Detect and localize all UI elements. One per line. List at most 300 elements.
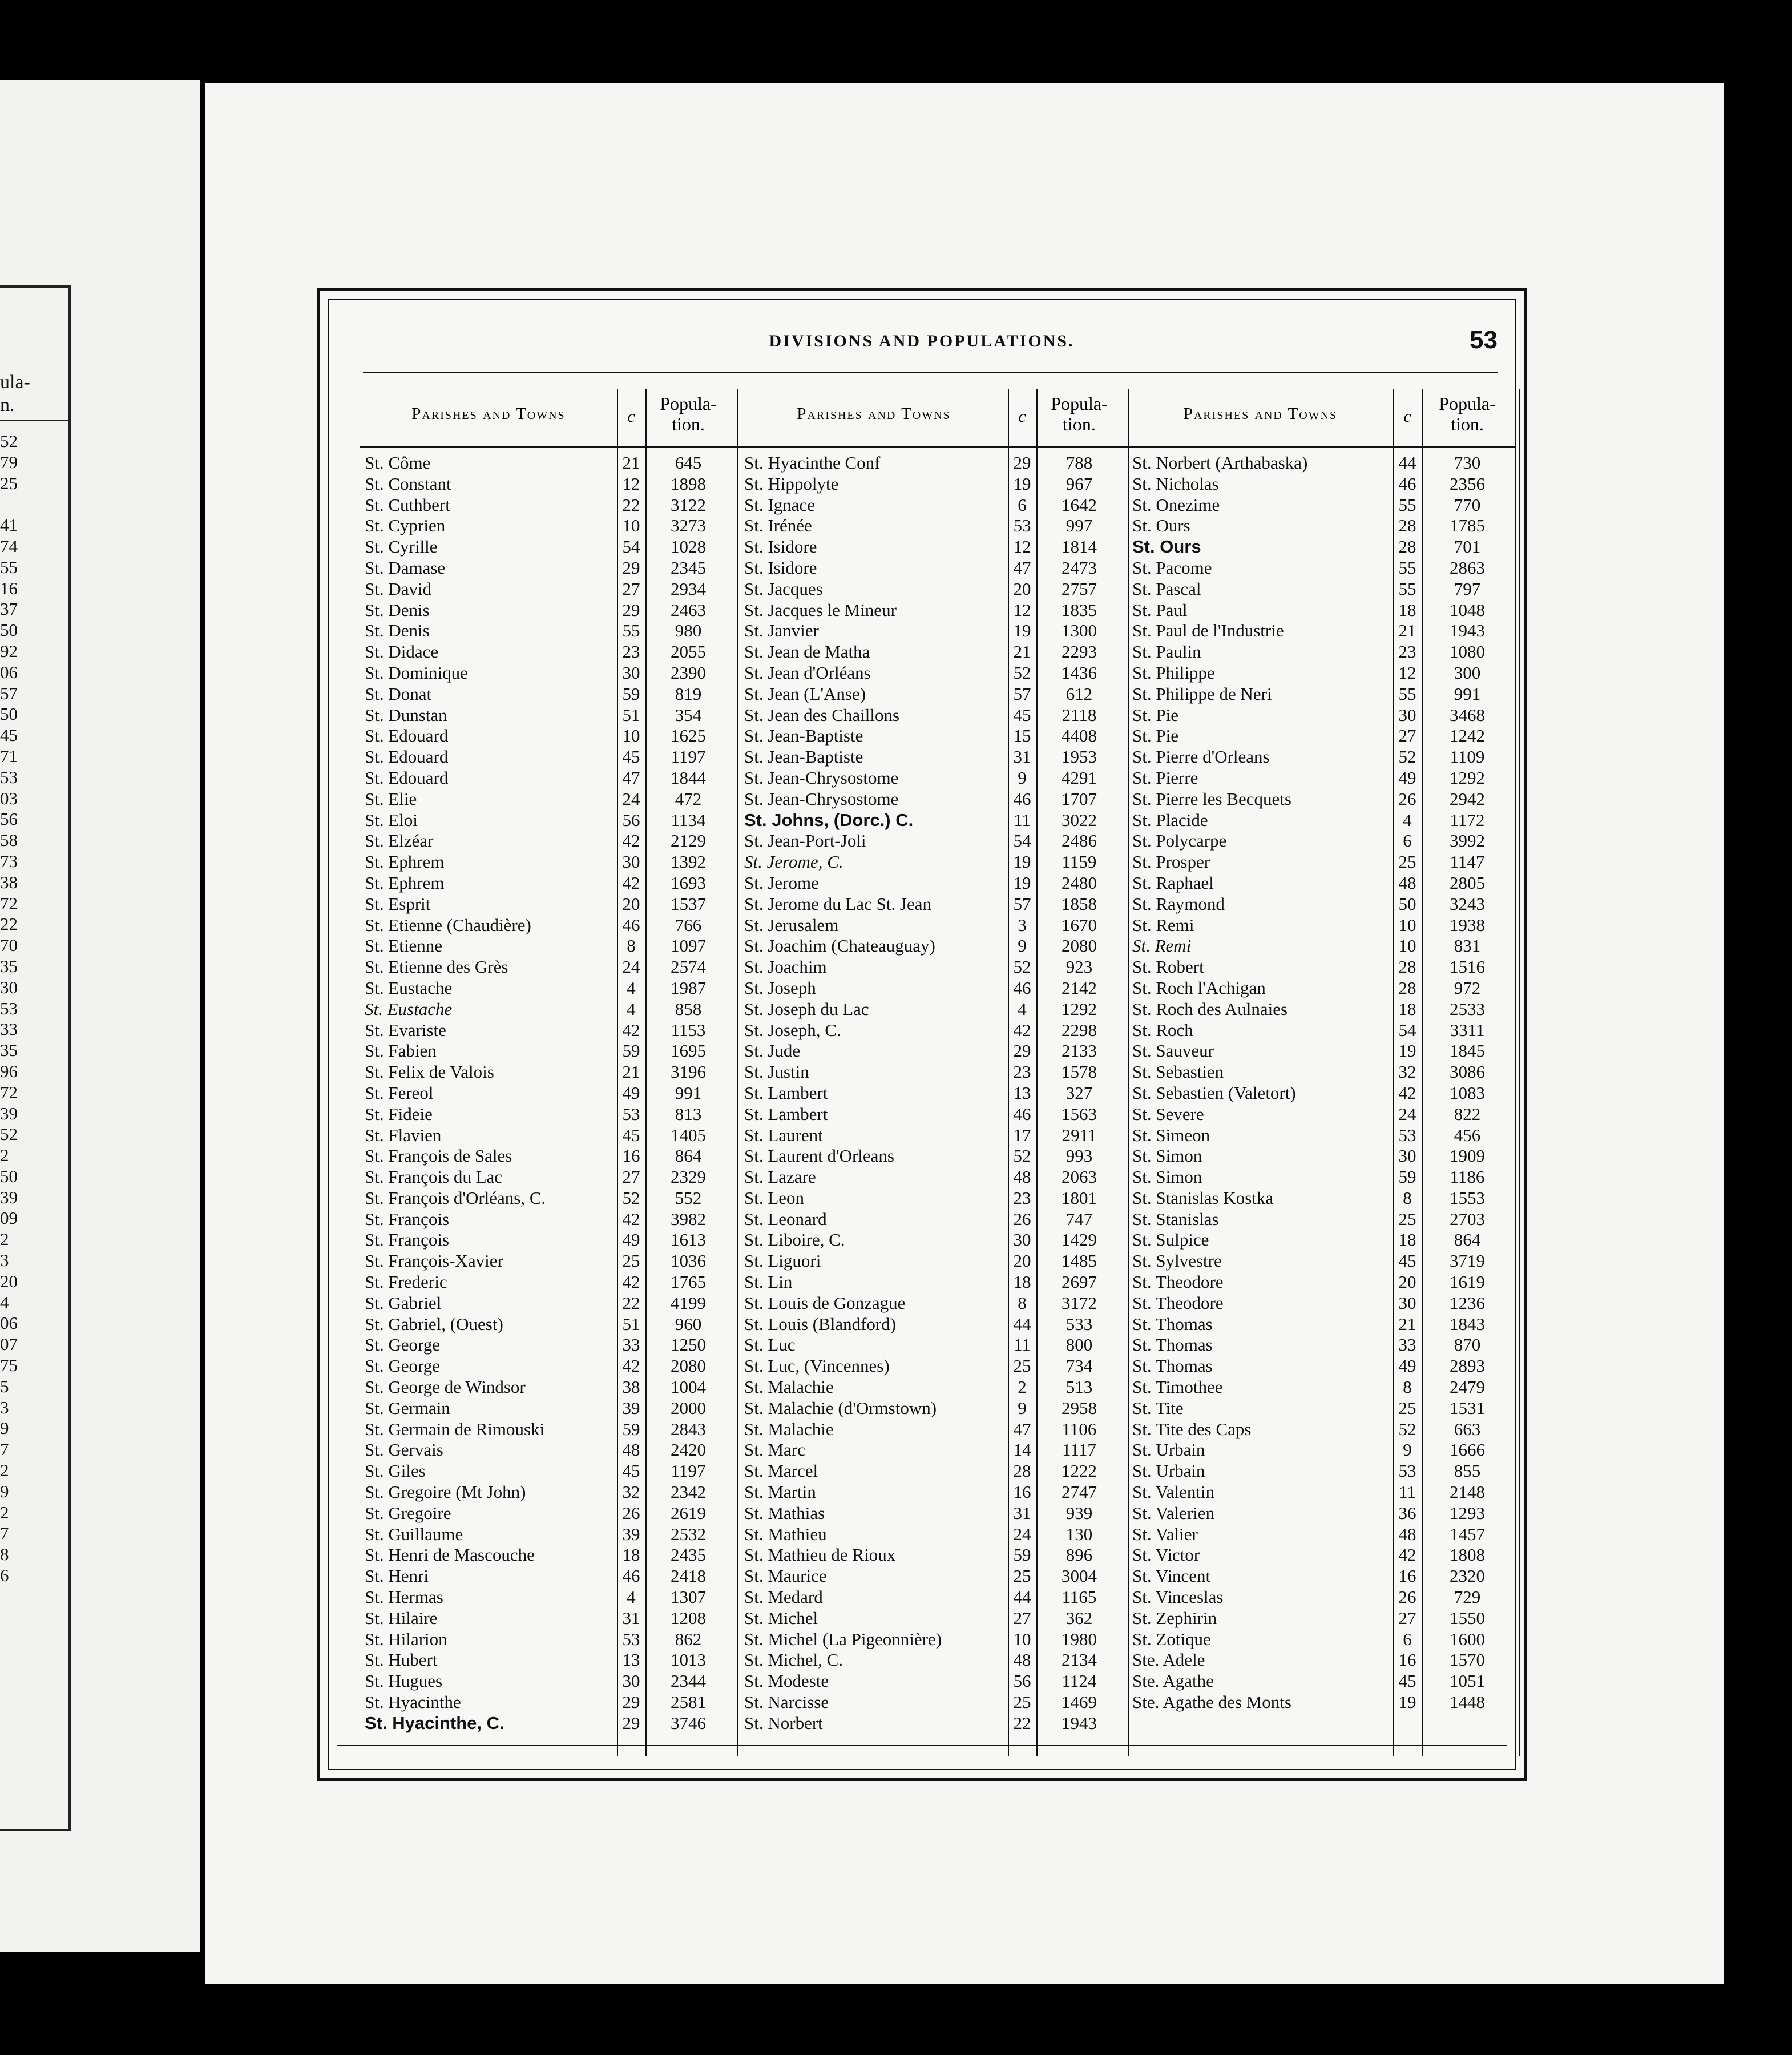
county-number: 12	[1013, 599, 1031, 620]
county-number: 18	[622, 1545, 640, 1565]
county-number: 28	[1398, 977, 1416, 998]
parish-name: St. Etienne des Grès	[365, 957, 508, 977]
parish-name: St. Paulin	[1132, 642, 1201, 662]
facing-header-line: n.	[0, 394, 15, 416]
parish-name: St. Justin	[744, 1062, 809, 1082]
population-value: 1292	[1450, 767, 1485, 788]
table-row	[1128, 1524, 1516, 1545]
parish-name: St. Mathias	[744, 1502, 825, 1523]
population-value: 300	[1454, 662, 1481, 683]
parish-name: St. Urbain	[1132, 1461, 1205, 1481]
population-value: 2533	[1450, 998, 1485, 1019]
parish-name: St. Hugues	[365, 1671, 443, 1691]
table-column-1	[360, 389, 740, 1756]
parish-name: St. Donat	[365, 683, 432, 704]
county-number: 18	[1013, 1272, 1031, 1292]
running-head: DIVISIONS AND POPULATIONS.	[769, 332, 1075, 350]
table-row	[1128, 1251, 1516, 1272]
population-value: 1938	[1450, 914, 1485, 935]
population-value: 2843	[671, 1419, 706, 1439]
table-row	[360, 1146, 740, 1167]
table-row	[360, 1293, 740, 1314]
parish-name: St. Thomas	[1132, 1356, 1213, 1376]
population-value: 1553	[1450, 1187, 1485, 1208]
county-number: 28	[1013, 1461, 1031, 1481]
parish-name: St. Modeste	[744, 1671, 829, 1691]
table-row	[1128, 915, 1516, 936]
county-number: 4	[1403, 809, 1412, 830]
parish-name: St. Isidore	[744, 557, 817, 578]
parish-name: St. Michel, C.	[744, 1650, 843, 1670]
parish-name: St. Pascal	[1132, 578, 1201, 599]
parish-name: St. Giles	[365, 1461, 426, 1481]
county-number: 18	[1398, 1230, 1416, 1250]
population-value: 2911	[1062, 1125, 1097, 1145]
county-number: 9	[1018, 936, 1027, 956]
county-number: 44	[1013, 1313, 1031, 1334]
parish-name: St. Edouard	[365, 726, 449, 746]
facing-population-fragment: 55	[0, 557, 18, 577]
parish-name: St. Esprit	[365, 893, 431, 914]
table-row	[360, 1020, 740, 1041]
parish-name: St. Isidore	[744, 537, 817, 557]
parish-name: St. Remi	[1132, 936, 1192, 956]
population-value: 2574	[671, 957, 706, 977]
parish-name: St. Urbain	[1132, 1440, 1205, 1460]
table-row	[740, 1503, 1128, 1524]
table-row	[740, 726, 1128, 747]
population-value: 2581	[671, 1692, 706, 1712]
population-value: 1134	[671, 809, 706, 830]
population-value: 2934	[671, 578, 706, 599]
population-value: 2480	[1062, 872, 1097, 893]
parish-name: St. Jerome du Lac St. Jean	[744, 893, 932, 914]
county-number: 48	[622, 1440, 640, 1460]
population-value: 1036	[671, 1251, 706, 1271]
table-row	[740, 1566, 1128, 1587]
parish-name: St. Jean-Baptiste	[744, 747, 863, 767]
parish-name: St. Ephrem	[365, 872, 445, 893]
table-row	[360, 1251, 740, 1272]
header-c: c	[1403, 407, 1411, 426]
table-row	[740, 873, 1128, 894]
county-number: 29	[622, 557, 640, 578]
table-row	[740, 537, 1128, 558]
parish-name: St. Lambert	[744, 1103, 828, 1124]
parish-name: St. Paul de l'Industrie	[1132, 620, 1284, 641]
parish-name: St. Sebastien	[1132, 1062, 1224, 1082]
population-value: 788	[1065, 453, 1093, 473]
county-number: 33	[622, 1335, 640, 1355]
county-number: 23	[622, 642, 640, 662]
parish-name: St. Ignace	[744, 494, 815, 515]
county-number: 13	[622, 1650, 640, 1670]
population-value: 533	[1065, 1313, 1093, 1334]
table-row	[740, 747, 1128, 768]
county-number: 30	[622, 852, 640, 872]
column-header	[360, 389, 740, 448]
population-value: 1242	[1450, 726, 1485, 746]
table-row	[360, 789, 740, 810]
county-number: 45	[622, 1125, 640, 1145]
table-row	[360, 1335, 740, 1356]
county-number: 42	[622, 1272, 640, 1292]
parish-name: St. Gabriel, (Ouest)	[365, 1313, 503, 1334]
county-number: 25	[1013, 1692, 1031, 1712]
facing-population-fragment: 30	[0, 977, 18, 997]
facing-population-fragment: 9	[0, 1418, 9, 1438]
population-value: 2148	[1450, 1482, 1485, 1502]
facing-population-fragment: 38	[0, 872, 18, 892]
county-number: 16	[1398, 1650, 1416, 1670]
population-value: 1222	[1062, 1461, 1097, 1481]
table-row	[360, 747, 740, 768]
column-header	[1128, 389, 1516, 448]
facing-page-population-fragments	[0, 431, 18, 1586]
parish-name: St. George	[365, 1335, 441, 1355]
county-number: 47	[1013, 557, 1031, 578]
table-row	[360, 1125, 740, 1146]
facing-population-fragment: 06	[0, 1313, 18, 1333]
table-row	[740, 957, 1128, 978]
table-row	[360, 1041, 740, 1062]
county-number: 23	[1013, 1187, 1031, 1208]
table-column-3	[1128, 389, 1516, 1756]
county-number: 10	[1398, 936, 1416, 956]
county-number: 55	[1398, 557, 1416, 578]
county-number: 25	[1013, 1566, 1031, 1586]
county-number: 30	[622, 1671, 640, 1691]
parish-name: St. Prosper	[1132, 852, 1210, 872]
county-number: 42	[622, 1020, 640, 1040]
county-number: 21	[1398, 1313, 1416, 1334]
parish-name: St. Hilarion	[365, 1629, 447, 1649]
population-value: 1048	[1450, 599, 1485, 620]
facing-page-fragment	[0, 80, 200, 1952]
population-value: 3004	[1062, 1566, 1097, 1586]
table-row	[740, 684, 1128, 705]
parish-name: St. Pie	[1132, 704, 1178, 725]
county-number: 29	[1013, 1041, 1031, 1061]
facing-population-fragment: 58	[0, 830, 18, 851]
table-row	[1128, 1587, 1516, 1608]
table-row	[360, 642, 740, 663]
population-value: 1153	[671, 1020, 706, 1040]
county-number: 49	[1398, 1356, 1416, 1376]
parish-name: St. Joseph, C.	[744, 1020, 841, 1040]
county-number: 38	[622, 1377, 640, 1397]
facing-population-fragment: 39	[0, 1187, 18, 1207]
county-number: 4	[627, 977, 636, 998]
population-value: 4199	[671, 1292, 706, 1313]
header-population: Popula- tion.	[660, 393, 717, 434]
parish-name: St. Fereol	[365, 1082, 434, 1103]
population-value: 2942	[1450, 788, 1485, 809]
table-row	[740, 1671, 1128, 1692]
facing-population-fragment: 35	[0, 956, 18, 976]
table-row	[740, 1482, 1128, 1503]
parish-name: St. François du Lac	[365, 1167, 503, 1187]
county-number: 42	[1398, 1545, 1416, 1565]
county-number: 9	[1018, 767, 1027, 788]
table-row	[1128, 642, 1516, 663]
county-number: 16	[1013, 1482, 1031, 1502]
county-number: 4	[1018, 998, 1027, 1019]
county-number: 57	[1013, 893, 1031, 914]
population-value: 3719	[1450, 1251, 1485, 1271]
population-value: 1457	[1450, 1524, 1485, 1544]
table-row	[1128, 495, 1516, 516]
parish-name: St. Leonard	[744, 1208, 827, 1229]
parish-name: St. Tite	[1132, 1397, 1184, 1418]
facing-population-fragment: 03	[0, 788, 18, 808]
population-value: 2619	[671, 1502, 706, 1523]
facing-population-fragment: 74	[0, 535, 18, 556]
county-number: 44	[1013, 1587, 1031, 1607]
population-value: 1563	[1062, 1103, 1097, 1124]
population-value: 2958	[1062, 1397, 1097, 1418]
population-value: 1987	[671, 977, 706, 998]
table-row	[360, 1482, 740, 1503]
county-number: 27	[622, 1167, 640, 1187]
facing-population-fragment: 75	[0, 1355, 18, 1376]
population-value: 4408	[1062, 726, 1097, 746]
table-row	[360, 852, 740, 873]
parish-name: St. Fideie	[365, 1103, 433, 1124]
parish-name: St. Luc	[744, 1335, 796, 1355]
parish-name: St. David	[365, 578, 432, 599]
population-value: 991	[1454, 683, 1481, 704]
parish-name: St. Irénée	[744, 515, 812, 536]
parish-name: St. Simeon	[1132, 1125, 1210, 1145]
population-value: 1765	[671, 1272, 706, 1292]
table-row	[740, 1188, 1128, 1209]
parish-name: St. Lambert	[744, 1082, 828, 1103]
parish-name: St. George	[365, 1356, 441, 1376]
facing-page-rule	[0, 420, 68, 421]
table-row	[740, 1692, 1128, 1713]
table-row	[1128, 663, 1516, 684]
population-value: 1197	[671, 747, 706, 767]
parish-name: St. Guillaume	[365, 1524, 463, 1544]
population-value: 1307	[671, 1587, 706, 1607]
county-number: 21	[622, 453, 640, 473]
parish-name: St. Placide	[1132, 809, 1208, 830]
county-number: 6	[1403, 1629, 1412, 1649]
county-number: 28	[1398, 957, 1416, 977]
facing-population-fragment: 9	[0, 1481, 9, 1501]
header-population: Popula- tion.	[1439, 393, 1496, 434]
population-value: 1693	[671, 872, 706, 893]
population-value: 2420	[671, 1440, 706, 1460]
population-value: 1197	[671, 1461, 706, 1481]
facing-population-fragment: 3	[0, 1250, 9, 1271]
population-value: 2293	[1062, 642, 1097, 662]
county-number: 18	[1398, 599, 1416, 620]
population-value: 3122	[671, 494, 706, 515]
population-value: 972	[1454, 977, 1481, 998]
parish-name: St. Valerien	[1132, 1502, 1215, 1523]
county-number: 25	[1013, 1356, 1031, 1376]
population-value: 1516	[1450, 957, 1485, 977]
table-row	[360, 1650, 740, 1671]
county-number: 19	[1013, 872, 1031, 893]
header-population: Popula- tion.	[1051, 393, 1108, 434]
table-row	[360, 684, 740, 705]
population-value: 1448	[1450, 1692, 1485, 1712]
facing-population-fragment: 79	[0, 452, 18, 472]
population-value: 1469	[1062, 1692, 1097, 1712]
table-row	[360, 1062, 740, 1083]
population-value: 2134	[1062, 1650, 1097, 1670]
county-number: 45	[1398, 1671, 1416, 1691]
county-number: 25	[1398, 1208, 1416, 1229]
county-number: 42	[622, 872, 640, 893]
table-row	[1128, 1125, 1516, 1146]
table-row	[1128, 558, 1516, 579]
table-row	[1128, 768, 1516, 789]
county-number: 48	[1013, 1167, 1031, 1187]
parish-name: St. Felix de Valois	[365, 1062, 494, 1082]
county-number: 8	[1403, 1187, 1412, 1208]
parish-name: St. Flavien	[365, 1125, 442, 1145]
population-value: 1843	[1450, 1313, 1485, 1334]
population-value: 1625	[671, 726, 706, 746]
parish-name: St. Sauveur	[1132, 1041, 1214, 1061]
population-value: 1124	[1062, 1671, 1097, 1691]
population-value: 991	[675, 1082, 702, 1103]
population-value: 2757	[1062, 578, 1097, 599]
county-number: 52	[1013, 1146, 1031, 1166]
county-number: 42	[1013, 1020, 1031, 1040]
parish-name: St. Lazare	[744, 1167, 816, 1187]
parish-name: St. Joseph du Lac	[744, 998, 869, 1019]
county-number: 16	[622, 1146, 640, 1166]
table-row	[360, 1545, 740, 1566]
county-number: 31	[1013, 1502, 1031, 1523]
parish-name: Ste. Agathe des Monts	[1132, 1692, 1291, 1712]
population-value: 2342	[671, 1482, 706, 1502]
population-value: 1429	[1062, 1230, 1097, 1250]
county-number: 9	[1018, 1397, 1027, 1418]
facing-header-line: ula-	[0, 372, 30, 393]
table-row	[1128, 1083, 1516, 1104]
table-row	[360, 1692, 740, 1713]
county-number: 32	[622, 1482, 640, 1502]
table-row	[360, 1671, 740, 1692]
parish-name: St. François de Sales	[365, 1146, 512, 1166]
county-number: 39	[622, 1397, 640, 1418]
population-value: 2080	[671, 1356, 706, 1376]
county-number: 10	[622, 726, 640, 746]
population-value: 1666	[1450, 1440, 1485, 1460]
table-row	[740, 1440, 1128, 1461]
county-number: 24	[1398, 1103, 1416, 1124]
population-value: 1250	[671, 1335, 706, 1355]
county-number: 54	[1013, 831, 1031, 851]
population-value: 2345	[671, 557, 706, 578]
population-value: 813	[675, 1103, 702, 1124]
facing-population-fragment: 2	[0, 1145, 9, 1166]
table-row	[740, 1083, 1128, 1104]
table-row	[1128, 1293, 1516, 1314]
facing-population-fragment	[0, 494, 18, 515]
population-value: 362	[1065, 1607, 1093, 1628]
county-number: 48	[1398, 1524, 1416, 1544]
table-row	[360, 495, 740, 516]
facing-population-fragment: 41	[0, 515, 18, 535]
table-row	[360, 726, 740, 747]
population-value: 858	[675, 998, 702, 1019]
header-parishes-and-towns: Parishes and Towns	[1183, 405, 1338, 423]
table-row	[1128, 831, 1516, 852]
population-value: 1004	[671, 1377, 706, 1397]
parish-name: St. Jean (L'Anse)	[744, 683, 866, 704]
county-number: 26	[1398, 788, 1416, 809]
county-number: 56	[622, 809, 640, 830]
county-number: 48	[1013, 1650, 1031, 1670]
facing-population-fragment: 4	[0, 1292, 9, 1312]
population-value: 2747	[1062, 1482, 1097, 1502]
population-value: 797	[1454, 578, 1481, 599]
table-row	[360, 1629, 740, 1650]
parish-name: St. Stanislas	[1132, 1208, 1219, 1229]
population-value: 1292	[1062, 998, 1097, 1019]
county-number: 23	[1398, 642, 1416, 662]
table-row	[1128, 873, 1516, 894]
facing-population-fragment: 22	[0, 914, 18, 934]
population-value: 939	[1065, 1502, 1093, 1523]
population-value: 819	[675, 683, 702, 704]
population-value: 1147	[1450, 852, 1485, 872]
parish-name: St. Dunstan	[365, 704, 447, 725]
population-value: 1898	[671, 473, 706, 494]
population-value: 1106	[1062, 1419, 1097, 1439]
county-number: 4	[627, 998, 636, 1019]
county-number: 47	[622, 767, 640, 788]
population-value: 766	[675, 914, 702, 935]
table-row	[740, 600, 1128, 621]
parish-name: St. Hilaire	[365, 1607, 438, 1628]
county-number: 9	[1403, 1440, 1412, 1460]
table-row	[360, 1104, 740, 1125]
county-number: 55	[622, 620, 640, 641]
parish-name: St. Simon	[1132, 1167, 1202, 1187]
table-row	[1128, 620, 1516, 642]
population-value: 2893	[1450, 1356, 1485, 1376]
county-number: 54	[622, 537, 640, 557]
county-number: 46	[1398, 473, 1416, 494]
county-number: 51	[622, 704, 640, 725]
county-number: 29	[622, 1712, 640, 1733]
table-row	[360, 1608, 740, 1629]
table-row	[740, 1251, 1128, 1272]
parish-name: St. Pierre d'Orleans	[1132, 747, 1270, 767]
table-row	[360, 1314, 740, 1335]
population-value: 2142	[1062, 977, 1097, 998]
parish-name: St. François	[365, 1208, 450, 1229]
table-row	[360, 558, 740, 579]
table-row	[740, 1146, 1128, 1167]
parish-name: St. Thomas	[1132, 1335, 1213, 1355]
county-number: 25	[1398, 852, 1416, 872]
parish-name: St. Edouard	[365, 767, 449, 788]
county-number: 24	[622, 788, 640, 809]
county-number: 30	[1398, 704, 1416, 725]
county-number: 30	[1398, 1146, 1416, 1166]
table-row	[360, 1461, 740, 1482]
table-row	[360, 1419, 740, 1440]
